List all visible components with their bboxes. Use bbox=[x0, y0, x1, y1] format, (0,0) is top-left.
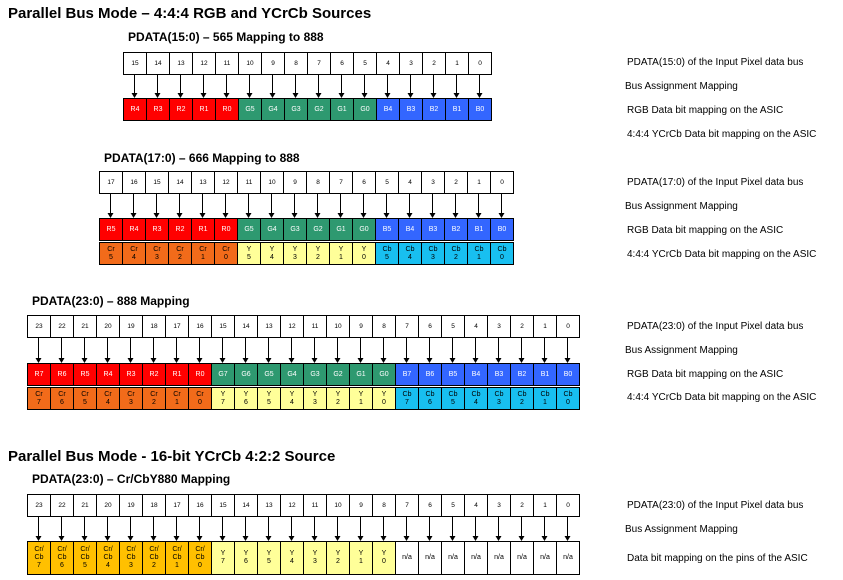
rgb-bit-cell: G6 bbox=[234, 363, 258, 386]
rgb-bit-cell: B3 bbox=[421, 218, 445, 241]
ycrcb-bit-cell: Cr 7 bbox=[27, 387, 51, 410]
bit-number-cell: 9 bbox=[261, 52, 285, 75]
ycrcb422-bit-cell: n/a bbox=[464, 541, 488, 575]
rgb-bit-cell: R0 bbox=[215, 98, 239, 121]
bit-number-cell: 15 bbox=[123, 52, 147, 75]
bit-number-cell: 3 bbox=[487, 315, 511, 338]
bit-number-cell: 8 bbox=[284, 52, 308, 75]
ycrcb422-bit-cell: Y 7 bbox=[211, 541, 235, 575]
rgb-bit-cell: R5 bbox=[73, 363, 97, 386]
ycrcb422-bit-cell: n/a bbox=[487, 541, 511, 575]
mapping-arrow bbox=[59, 517, 65, 541]
rgb-bit-cell: B1 bbox=[467, 218, 491, 241]
bit-number-cell: 4 bbox=[464, 494, 488, 517]
bit-number-cell: 4 bbox=[464, 315, 488, 338]
bit-number-cell: 22 bbox=[50, 494, 74, 517]
rgb-bit-cell: R0 bbox=[188, 363, 212, 386]
ycrcb422-bit-cell: n/a bbox=[418, 541, 442, 575]
ycrcb-bit-cell: Y 2 bbox=[326, 387, 350, 410]
rgb-bit-cell: G3 bbox=[284, 98, 308, 121]
rgb-bit-cell: G2 bbox=[326, 363, 350, 386]
rgb-bit-cell: B0 bbox=[556, 363, 580, 386]
bit-number-cell: 2 bbox=[510, 494, 534, 517]
label-565-rgb: RGB Data bit mapping on the ASIC bbox=[627, 105, 784, 116]
bit-number-cell: 9 bbox=[349, 315, 373, 338]
bit-number-cell: 11 bbox=[237, 171, 261, 194]
bit-number-cell: 20 bbox=[96, 494, 120, 517]
section-title-565: PDATA(15:0) – 565 Mapping to 888 bbox=[128, 30, 324, 44]
label-565-ycrcb: 4:4:4 YCrCb Data bit mapping on the ASIC bbox=[627, 129, 817, 140]
bit-number-cell: 9 bbox=[283, 171, 307, 194]
rgb-bit-cell: R6 bbox=[50, 363, 74, 386]
bit-number-cell: 6 bbox=[418, 315, 442, 338]
mapping-arrow bbox=[197, 517, 203, 541]
bit-number-cell: 6 bbox=[418, 494, 442, 517]
ycrcb-bit-cell: Y 1 bbox=[329, 242, 353, 265]
ycrcb422-bit-cell: Cr/ Cb 3 bbox=[119, 541, 143, 575]
ycrcb-bit-cell: Cb 4 bbox=[464, 387, 488, 410]
bit-number-cell: 8 bbox=[306, 171, 330, 194]
ycrcb-bit-cell: Y 0 bbox=[372, 387, 396, 410]
bit-number-cell: 18 bbox=[142, 494, 166, 517]
ycrcb-bit-cell: Y 4 bbox=[260, 242, 284, 265]
bit-number-cell: 19 bbox=[119, 315, 143, 338]
bit-number-cell: 12 bbox=[280, 315, 304, 338]
ycrcb-bit-cell: Y 4 bbox=[280, 387, 304, 410]
rgb-bit-cell: R3 bbox=[145, 218, 169, 241]
bit-number-cell: 3 bbox=[399, 52, 423, 75]
ycrcb-bit-cell: Cr 2 bbox=[168, 242, 192, 265]
bit-number-cell: 8 bbox=[372, 494, 396, 517]
rgb-bit-cell: B0 bbox=[468, 98, 492, 121]
section-title-888: PDATA(23:0) – 888 Mapping bbox=[32, 294, 190, 308]
label-565-input: PDATA(15:0) of the Input Pixel data bus bbox=[627, 57, 804, 68]
rgb-bit-cell: G4 bbox=[260, 218, 284, 241]
ycrcb-bit-cell: Y 6 bbox=[234, 387, 258, 410]
ycrcb422-bit-cell: Cr/ Cb 0 bbox=[188, 541, 212, 575]
mapping-arrow bbox=[358, 517, 364, 541]
bit-number-cell: 9 bbox=[349, 494, 373, 517]
rgb-bit-cell: B5 bbox=[375, 218, 399, 241]
rgb-bit-cell: G0 bbox=[353, 98, 377, 121]
section-title-422: PDATA(23:0) – Cr/CbY880 Mapping bbox=[32, 472, 231, 486]
label-888-ycrcb: 4:4:4 YCrCb Data bit mapping on the ASIC bbox=[627, 392, 817, 403]
rgb-bit-cell: B5 bbox=[441, 363, 465, 386]
bit-number-cell: 21 bbox=[73, 494, 97, 517]
rgb-bit-cell: G5 bbox=[257, 363, 281, 386]
bit-number-cell: 1 bbox=[533, 494, 557, 517]
mapping-arrow bbox=[243, 517, 249, 541]
bit-number-cell: 16 bbox=[188, 315, 212, 338]
ycrcb422-bit-cell: Y 2 bbox=[326, 541, 350, 575]
ycrcb-bit-cell: Y 5 bbox=[257, 387, 281, 410]
rgb-bit-cell: G4 bbox=[261, 98, 285, 121]
rgb-bit-cell: B7 bbox=[395, 363, 419, 386]
rgb-bit-cell: R3 bbox=[119, 363, 143, 386]
ycrcb-bit-cell: Cb 0 bbox=[490, 242, 514, 265]
rgb-bit-cell: G7 bbox=[211, 363, 235, 386]
ycrcb422-bit-cell: n/a bbox=[556, 541, 580, 575]
mode1-heading: Parallel Bus Mode – 4:4:4 RGB and YCrCb Sources bbox=[8, 5, 372, 22]
rgb-bit-cell: G1 bbox=[329, 218, 353, 241]
bit-number-cell: 13 bbox=[257, 315, 281, 338]
rgb-bit-cell: B1 bbox=[533, 363, 557, 386]
ycrcb-bit-cell: Cb 1 bbox=[533, 387, 557, 410]
ycrcb422-bit-cell: Y 6 bbox=[234, 541, 258, 575]
ycrcb422-bit-cell: Cr/ Cb 6 bbox=[50, 541, 74, 575]
bit-number-cell: 8 bbox=[372, 315, 396, 338]
mapping-arrow bbox=[473, 517, 479, 541]
ycrcb-bit-cell: Cb 6 bbox=[418, 387, 442, 410]
ycrcb-bit-cell: Cr 3 bbox=[119, 387, 143, 410]
bit-number-cell: 7 bbox=[395, 315, 419, 338]
rgb-bit-cell: R1 bbox=[165, 363, 189, 386]
mapping-arrow bbox=[128, 517, 134, 541]
mapping-arrow bbox=[151, 517, 157, 541]
mapping-arrow bbox=[496, 517, 502, 541]
rgb-bit-cell: B3 bbox=[399, 98, 423, 121]
mapping-arrow bbox=[105, 517, 111, 541]
bit-number-cell: 1 bbox=[467, 171, 491, 194]
mapping-arrow bbox=[266, 517, 272, 541]
bit-number-cell: 11 bbox=[215, 52, 239, 75]
bit-number-cell: 7 bbox=[329, 171, 353, 194]
ycrcb422-bit-cell: Y 4 bbox=[280, 541, 304, 575]
label-888-rgb: RGB Data bit mapping on the ASIC bbox=[627, 369, 784, 380]
ycrcb-bit-cell: Cb 5 bbox=[375, 242, 399, 265]
bit-number-cell: 2 bbox=[444, 171, 468, 194]
mapping-arrow bbox=[565, 517, 571, 541]
label-422-input: PDATA(23:0) of the Input Pixel data bus bbox=[627, 500, 804, 511]
ycrcb-bit-cell: Cb 7 bbox=[395, 387, 419, 410]
rgb-bit-cell: B2 bbox=[444, 218, 468, 241]
ycrcb422-bit-cell: Y 1 bbox=[349, 541, 373, 575]
ycrcb-bit-cell: Y 2 bbox=[306, 242, 330, 265]
section-title-666: PDATA(17:0) – 666 Mapping to 888 bbox=[104, 151, 300, 165]
ycrcb422-bit-cell: Y 3 bbox=[303, 541, 327, 575]
ycrcb-bit-cell: Y 0 bbox=[352, 242, 376, 265]
bit-number-cell: 3 bbox=[421, 171, 445, 194]
label-888-input: PDATA(23:0) of the Input Pixel data bus bbox=[627, 321, 804, 332]
rgb-bit-cell: R3 bbox=[146, 98, 170, 121]
label-422-asic: Data bit mapping on the pins of the ASIC bbox=[627, 553, 808, 564]
rgb-bit-cell: B3 bbox=[487, 363, 511, 386]
bit-number-cell: 11 bbox=[303, 494, 327, 517]
bit-number-cell: 23 bbox=[27, 494, 51, 517]
ycrcb-bit-cell: Cr 4 bbox=[96, 387, 120, 410]
rgb-bit-cell: B1 bbox=[445, 98, 469, 121]
bit-number-cell: 14 bbox=[234, 315, 258, 338]
mapping-arrow bbox=[427, 517, 433, 541]
ycrcb-bit-cell: Cr 4 bbox=[122, 242, 146, 265]
ycrcb-bit-cell: Cr 2 bbox=[142, 387, 166, 410]
bit-number-cell: 23 bbox=[27, 315, 51, 338]
bit-number-cell: 15 bbox=[211, 315, 235, 338]
rgb-bit-cell: R7 bbox=[27, 363, 51, 386]
label-666-bus: Bus Assignment Mapping bbox=[625, 201, 738, 212]
rgb-bit-cell: G3 bbox=[303, 363, 327, 386]
mapping-arrow bbox=[519, 517, 525, 541]
bit-number-cell: 17 bbox=[165, 315, 189, 338]
label-422-bus: Bus Assignment Mapping bbox=[625, 524, 738, 535]
ycrcb-bit-cell: Cb 4 bbox=[398, 242, 422, 265]
bit-number-cell: 10 bbox=[326, 315, 350, 338]
bit-number-cell: 14 bbox=[168, 171, 192, 194]
bit-number-cell: 5 bbox=[375, 171, 399, 194]
bit-number-cell: 14 bbox=[146, 52, 170, 75]
bit-number-cell: 1 bbox=[445, 52, 469, 75]
bit-number-cell: 21 bbox=[73, 315, 97, 338]
bit-number-cell: 4 bbox=[376, 52, 400, 75]
ycrcb-bit-cell: Y 3 bbox=[283, 242, 307, 265]
bit-number-cell: 16 bbox=[188, 494, 212, 517]
bit-number-cell: 10 bbox=[238, 52, 262, 75]
ycrcb-bit-cell: Y 5 bbox=[237, 242, 261, 265]
bit-number-cell: 0 bbox=[490, 171, 514, 194]
ycrcb422-bit-cell: Cr/ Cb 2 bbox=[142, 541, 166, 575]
ycrcb422-bit-cell: Y 5 bbox=[257, 541, 281, 575]
ycrcb-bit-cell: Cr 1 bbox=[165, 387, 189, 410]
rgb-bit-cell: G3 bbox=[283, 218, 307, 241]
mapping-arrow bbox=[36, 517, 42, 541]
mode2-heading: Parallel Bus Mode - 16-bit YCrCb 4:2:2 Source bbox=[8, 448, 336, 465]
rgb-bit-cell: R4 bbox=[122, 218, 146, 241]
ycrcb-bit-cell: Y 7 bbox=[211, 387, 235, 410]
rgb-bit-cell: R5 bbox=[99, 218, 123, 241]
bit-number-cell: 0 bbox=[556, 494, 580, 517]
rgb-bit-cell: B2 bbox=[422, 98, 446, 121]
ycrcb-bit-cell: Y 1 bbox=[349, 387, 373, 410]
bit-number-cell: 13 bbox=[169, 52, 193, 75]
rgb-bit-cell: G1 bbox=[330, 98, 354, 121]
bit-number-cell: 5 bbox=[353, 52, 377, 75]
rgb-bit-cell: R2 bbox=[168, 218, 192, 241]
ycrcb-bit-cell: Cb 5 bbox=[441, 387, 465, 410]
mapping-arrow bbox=[381, 517, 387, 541]
rgb-bit-cell: B4 bbox=[398, 218, 422, 241]
ycrcb-bit-cell: Cr 0 bbox=[214, 242, 238, 265]
ycrcb-bit-cell: Y 3 bbox=[303, 387, 327, 410]
rgb-bit-cell: G1 bbox=[349, 363, 373, 386]
bit-number-cell: 1 bbox=[533, 315, 557, 338]
ycrcb422-bit-cell: n/a bbox=[441, 541, 465, 575]
ycrcb-bit-cell: Cr 6 bbox=[50, 387, 74, 410]
ycrcb-bit-cell: Cr 5 bbox=[73, 387, 97, 410]
mapping-arrow bbox=[82, 517, 88, 541]
ycrcb422-bit-cell: Cr/ Cb 4 bbox=[96, 541, 120, 575]
bit-number-cell: 6 bbox=[352, 171, 376, 194]
ycrcb-bit-cell: Cb 1 bbox=[467, 242, 491, 265]
bit-number-cell: 10 bbox=[326, 494, 350, 517]
ycrcb-bit-cell: Cr 5 bbox=[99, 242, 123, 265]
ycrcb-bit-cell: Cb 3 bbox=[487, 387, 511, 410]
ycrcb422-bit-cell: Cr/ Cb 7 bbox=[27, 541, 51, 575]
mapping-arrow bbox=[404, 517, 410, 541]
bit-number-cell: 4 bbox=[398, 171, 422, 194]
rgb-bit-cell: G5 bbox=[237, 218, 261, 241]
bit-number-cell: 18 bbox=[142, 315, 166, 338]
bit-number-cell: 22 bbox=[50, 315, 74, 338]
bit-number-cell: 12 bbox=[280, 494, 304, 517]
ycrcb422-bit-cell: Cr/ Cb 5 bbox=[73, 541, 97, 575]
bit-number-cell: 13 bbox=[191, 171, 215, 194]
label-888-bus: Bus Assignment Mapping bbox=[625, 345, 738, 356]
bit-number-cell: 2 bbox=[510, 315, 534, 338]
label-666-rgb: RGB Data bit mapping on the ASIC bbox=[627, 225, 784, 236]
bit-number-cell: 0 bbox=[556, 315, 580, 338]
bit-number-cell: 10 bbox=[260, 171, 284, 194]
bit-number-cell: 15 bbox=[145, 171, 169, 194]
ycrcb-bit-cell: Cr 0 bbox=[188, 387, 212, 410]
rgb-bit-cell: G5 bbox=[238, 98, 262, 121]
rgb-bit-cell: B4 bbox=[376, 98, 400, 121]
rgb-bit-cell: R4 bbox=[96, 363, 120, 386]
label-565-bus: Bus Assignment Mapping bbox=[625, 81, 738, 92]
ycrcb-bit-cell: Cb 3 bbox=[421, 242, 445, 265]
bit-number-cell: 2 bbox=[422, 52, 446, 75]
bit-number-cell: 20 bbox=[96, 315, 120, 338]
bit-number-cell: 5 bbox=[441, 315, 465, 338]
rgb-bit-cell: R2 bbox=[169, 98, 193, 121]
rgb-bit-cell: B2 bbox=[510, 363, 534, 386]
ycrcb-bit-cell: Cr 1 bbox=[191, 242, 215, 265]
rgb-bit-cell: B0 bbox=[490, 218, 514, 241]
rgb-bit-cell: R1 bbox=[191, 218, 215, 241]
rgb-bit-cell: G2 bbox=[306, 218, 330, 241]
rgb-bit-cell: B6 bbox=[418, 363, 442, 386]
rgb-bit-cell: B4 bbox=[464, 363, 488, 386]
bit-number-cell: 12 bbox=[192, 52, 216, 75]
ycrcb-bit-cell: Cb 2 bbox=[444, 242, 468, 265]
bit-number-cell: 15 bbox=[211, 494, 235, 517]
bit-number-cell: 16 bbox=[122, 171, 146, 194]
rgb-bit-cell: R4 bbox=[123, 98, 147, 121]
bit-number-cell: 3 bbox=[487, 494, 511, 517]
ycrcb422-bit-cell: n/a bbox=[395, 541, 419, 575]
rgb-bit-cell: G2 bbox=[307, 98, 331, 121]
rgb-bit-cell: G4 bbox=[280, 363, 304, 386]
ycrcb-bit-cell: Cb 0 bbox=[556, 387, 580, 410]
mapping-arrow bbox=[312, 517, 318, 541]
bit-number-cell: 14 bbox=[234, 494, 258, 517]
rgb-bit-cell: G0 bbox=[352, 218, 376, 241]
mapping-arrow bbox=[450, 517, 456, 541]
bit-number-cell: 13 bbox=[257, 494, 281, 517]
mapping-arrow bbox=[174, 517, 180, 541]
mapping-arrow bbox=[335, 517, 341, 541]
rgb-bit-cell: R2 bbox=[142, 363, 166, 386]
bit-number-cell: 12 bbox=[214, 171, 238, 194]
bit-number-cell: 5 bbox=[441, 494, 465, 517]
rgb-bit-cell: G0 bbox=[372, 363, 396, 386]
bit-number-cell: 17 bbox=[165, 494, 189, 517]
rgb-bit-cell: R1 bbox=[192, 98, 216, 121]
ycrcb422-bit-cell: n/a bbox=[510, 541, 534, 575]
ycrcb-bit-cell: Cb 2 bbox=[510, 387, 534, 410]
ycrcb422-bit-cell: n/a bbox=[533, 541, 557, 575]
ycrcb422-bit-cell: Y 0 bbox=[372, 541, 396, 575]
bit-number-cell: 6 bbox=[330, 52, 354, 75]
label-666-input: PDATA(17:0) of the Input Pixel data bus bbox=[627, 177, 804, 188]
mapping-arrow bbox=[542, 517, 548, 541]
ycrcb-bit-cell: Cr 3 bbox=[145, 242, 169, 265]
bit-number-cell: 7 bbox=[395, 494, 419, 517]
bit-number-cell: 11 bbox=[303, 315, 327, 338]
bit-number-cell: 0 bbox=[468, 52, 492, 75]
rgb-bit-cell: R0 bbox=[214, 218, 238, 241]
bit-number-cell: 17 bbox=[99, 171, 123, 194]
ycrcb422-bit-cell: Cr/ Cb 1 bbox=[165, 541, 189, 575]
mapping-arrow bbox=[289, 517, 295, 541]
mapping-arrow bbox=[220, 517, 226, 541]
label-666-ycrcb: 4:4:4 YCrCb Data bit mapping on the ASIC bbox=[627, 249, 817, 260]
bit-number-cell: 7 bbox=[307, 52, 331, 75]
ycrcb422-row-s422 bbox=[27, 541, 580, 575]
bit-number-cell: 19 bbox=[119, 494, 143, 517]
